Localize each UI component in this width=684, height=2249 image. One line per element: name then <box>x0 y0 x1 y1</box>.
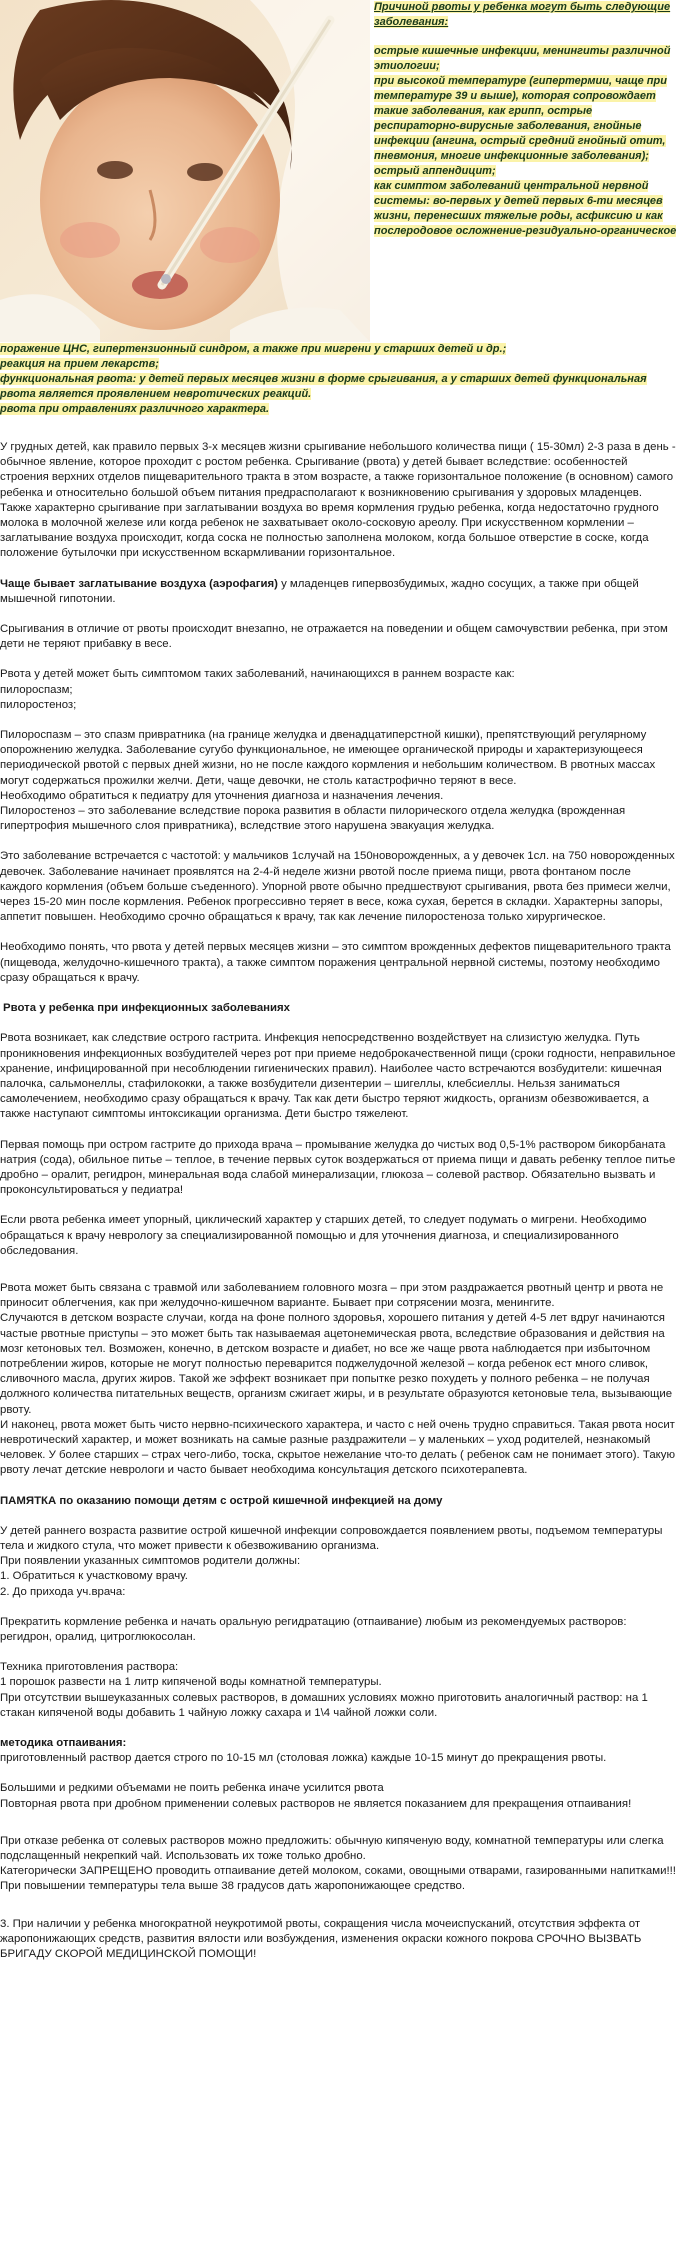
paragraph: Рвота возникает, как следствие острого гастрита. Инфекция непосредственно воздействует на слизистую желудка. Путь проникновения инфекционных возбудителей через рот при приеме недоброкачественной пищи (сроки годности, неправильное хранение, инфицированной при несоблюдении гигиенических правил). Наиболее часто встречаются возбудители: кишечная палочка, сальмонеллы, стафилококки, а также возбудители дизентерии – шигеллы, клебсиеллы. Нельзя заниматься самолечением, необходимо сразу обращаться к врачу. Так как дети быстро теряют жидкость, организм обезвоживается, а также наступают симптомы интоксикации организма. Дети быстро тяжелеют. <box>0 1032 676 1121</box>
section-heading-memo: ПАМЯТКА по оказанию помощи детям с острой кишечной инфекцией на дому <box>0 1494 443 1507</box>
paragraph-text: Случаются в детском возрасте случаи, когда на фоне полного здоровья, хорошего питания у детей 4-5 лет вдруг начинаются частые рвотные приступы – это может быть так называемая ацетонемическая рвота, вследствие образования и действия на мозг кетоновых тел. Возможен, конечно, в детском возрасте и диабет, но все же чаще рвота наблюдается при избыточном потреблении жиров, которые не могут полностью переварится поджелудочной железой – когда ребенок ест много сливок, сливочного масла, других жиров. Такой же эффект возникает при попытке резко похудеть у полного ребенка – не получая должного количества питательных веществ, организм сжигает жиры, и в результате образуются кетоновые тела, вызывающие рвоту. <box>0 1312 673 1416</box>
paragraph <box>0 1834 676 1895</box>
paragraph: Это заболевание встречается с частотой: у мальчиков 1случай на 150новорожденных, а у девочек 1сл. на 750 новорожденных девочек. Заболевание начинает проявлятся на 2-4-й неделе жизни рвотой после приема пищи, рвота фонтаном после каждого кормления (объем больше съеденного). Упорной рвоте обычно предшествуют срыгивания, рвота без примеси желчи, через 15-20 мин после кормления. Ребенок прогрессивно теряет в весе, кожа сухая, берется в складки. Характерны запоры, аппетит повышен. Необходимо срочно обращаться к врачу, так как лечение пилоростеноза только хирургическое. <box>0 850 675 924</box>
list-line: 1. Обратиться к участковому врачу. <box>0 1570 188 1583</box>
section-heading-infections: Рвота у ребенка при инфекционных заболеваниях <box>3 1002 291 1015</box>
paragraph-text: приготовленный раствор дается строго по 10-15 мл (столовая ложка) каждые 10-15 минут до прекращения рвоты. <box>0 1752 607 1765</box>
intro-item-2: при высокой температуре (гипертермии, чаще при температуре 39 и выше), которая сопровождает такие заболевания, как грипп, острые респираторно-вирусные заболевания, гнойные инфекции (ангина, острый средний гнойный отит, пневмония, многие инфекционные заболевания); <box>374 75 667 162</box>
intro-cont-1: поражение ЦНС, гипертензионный синдром, а также при мигрени у старших детей и др.; <box>0 343 507 355</box>
paragraph-text: При отказе ребенка от солевых растворов можно предложить: обычную кипяченую воду, комнатной температуры или слегка подслащенный некрепкий чай. Использовать их тоже только дробно. <box>0 1834 664 1863</box>
paragraph <box>0 728 676 834</box>
paragraph-text: Пилороспазм – это спазм привратника (на границе желудка и двенадцатиперстной кишки), препятствующий регулярному опорожнению желудка. Заболевание сугубо функциональное, не имеющее органической природы и характеризующееся периодической рвотой с первых дней жизни, но не после каждого кормления и небольшим количеством. В рвотных массах могут содержаться прожилки желчи. Дети, чаще девочки, не столь катастрофично теряют в весе. <box>0 729 656 787</box>
paragraph-text: у младенцев гипервозбудимых, жадно сосущих, а также при общей мышечной гипотонии. <box>0 577 639 605</box>
intro-item-1: острые кишечные инфекции, менингиты различной этиологии; <box>374 45 671 72</box>
paragraph: 3. При наличии у ребенка многократной неукротимой рвоты, сокращения числа мочеиспусканий, отсутствия эффекта от жаропонижающих средств, развития вялости или возбуждения, изменения окраски кожного покрова СРОЧНО ВЫЗВАТЬ БРИГАДУ СКОРОЙ МЕДИЦИНСКОЙ ПОМОЩИ! <box>0 1917 642 1961</box>
paragraph-text: Пилоростеноз – это заболевание вследствие порока развития в области пилорического отдела желудка (врожденная гипертрофия мышечного слоя привратника), вследствие этого нарушена эвакуация желудка. <box>0 805 626 833</box>
list-line: пилороспазм; <box>0 683 73 696</box>
intro-title: Причиной рвоты у ребенка могут быть следующие заболевания: <box>374 1 671 28</box>
paragraph-text: Повторная рвота при дробном применении солевых растворов не является показанием для прекращения отпаивания! <box>0 1797 632 1810</box>
paragraph <box>0 1660 676 1721</box>
paragraph-text: Необходимо обратиться к педиатру для уточнения диагноза и назначения лечения. <box>0 789 444 802</box>
intro-cont-2: реакция на прием лекарств; <box>0 358 159 370</box>
paragraph: Первая помощь при остром гастрите до прихода врача – промывание желудка до чистых вод 0,5-1% раствором бикорбаната натрия (сода), обильное питье – теплое, в течение первых суток воздержаться от приема пищи и давать ребенку теплое питье дробно – оралит, регидрон, минеральная вода слабой минерализации, глюкоза – солевой раствор. Обязательно вызвать и проконсультироваться у педиатра! <box>0 1138 676 1197</box>
paragraph-text: Большими и редкими объемами не поить ребенка иначе усилится рвота <box>0 1782 384 1795</box>
intro-item-3: острый аппендицит; <box>374 165 496 177</box>
paragraph-text: Категорически ЗАПРЕЩЕНО проводить отпаивание детей молоком, соками, овощными отварами, газированными напитками!!! <box>0 1865 676 1878</box>
paragraph: Необходимо понять, что рвота у детей первых месяцев жизни – это симптом врожденных дефектов пищеварительного тракта (пищевода, желудочно-кишечного тракта), а также симптом поражения центральной нервной системы, поэтому необходимо сразу обращаться к врачу. <box>0 941 671 984</box>
paragraph: Если рвота ребенка имеет упорный, циклический характер у старших детей, то следует подумать о мигрени. Необходимо обращаться к врачу неврологу за специализированной помощью и для уточнения диагноза, и специализированного обследования. <box>0 1214 647 1257</box>
intro-column <box>374 0 680 239</box>
photo-illustration <box>0 0 370 342</box>
article-body <box>0 440 676 1977</box>
paragraph <box>0 1736 676 1766</box>
paragraph-text: При повышении температуры тела выше 38 градусов дать жаропонижающее средство. <box>0 1880 466 1893</box>
intro-item-4: как симптом заболеваний центральной нервной системы: во-первых у детей первых 6-ти месяцев жизни, перенесших тяжелые роды, асфиксию и как послеродовое осложнение-резидуально-органическое <box>374 180 677 237</box>
paragraph: Прекратить кормление ребенка и начать оральную регидратацию (отпаивание) любым из рекомендуемых растворов: регидрон, оралид, цитроглюкосолан. <box>0 1615 627 1643</box>
paragraph: Срыгивания в отличие от рвоты происходит внезапно, не отражается на поведении и общем самочувствии ребенка, при этом дети не теряют прибавку в весе. <box>0 623 668 651</box>
intro-cont-3: функциональная рвота: у детей первых месяцев жизни в форме срыгивания, а у старших детей функциональная рвота является проявлением невротических реакций. <box>0 373 647 400</box>
paragraph-text: И наконец, рвота может быть чисто нервно-психического характера, и часто с ней очень трудно справиться. Такая рвота носит невротический характер, и может возникать на самые разные раздражители – у маленьких – уход родителей, незнакомый человек. У более старших – страх чего-либо, тоска, скрытое нежелание что-то делать ( ребенок сам не понимает этого). Такую рвоту лечат детские неврологи и часто бывает необходима консультация детского психотерапевта. <box>0 1418 676 1477</box>
paragraph-text: При отсутствии вышеуказанных солевых растворов, в домашних условиях можно приготовить аналогичный раствор: на 1 стакан кипяченой воды добавить 1 чайную ложку сахара и 1\4 чайной ложки соли. <box>0 1691 648 1719</box>
paragraph: Рвота может быть связана с травмой или заболеванием головного мозга – при этом раздражается рвотный центр и рвота не приносит облегчения, как при желудочно-кишечном варианте. Бывает при сотрясении мозга, менингите. <box>0 1281 664 1310</box>
aerophagia-term: Чаще бывает заглатывание воздуха (аэрофагия) <box>0 577 278 590</box>
paragraph-text: Рвота у детей может быть симптомом таких заболеваний, начинающихся в раннем возрасте как: <box>0 668 515 681</box>
child-thermometer-photo <box>0 0 370 342</box>
paragraph <box>0 1311 676 1478</box>
intro-continuation <box>0 342 680 417</box>
paragraph <box>0 577 676 607</box>
paragraph <box>0 1524 676 1600</box>
paragraph-text: При появлении указанных симптомов родители должны: <box>0 1555 301 1568</box>
list-line: пилоростеноз; <box>0 698 77 711</box>
paragraph <box>0 667 676 713</box>
paragraph-text: У детей раннего возраста развитие острой кишечной инфекции сопровождается появлением рвоты, подъемом температуры тела и жидкого стула, что может привести к обезвоживанию организма. <box>0 1524 663 1552</box>
paragraph: У грудных детей, как правило первых 3-х месяцев жизни срыгивание небольшого количества пищи ( 15-30мл) 2-3 раза в день - обычное явление, которое проходит с ростом ребенка. Срыгивание (рвота) у детей бывает вследствие: особенностей строения верхних отделов пищеварительного тракта в этом возрасте, а также горизонтальное положение (в основном) самого ребенка и относительно большой объем питания предрасполагают к возникновению срыгивания у здоровых младенцев. Также характерно срыгивание при заглатывании воздуха во время кормления грудью ребенка, когда недостаточно грудного молока в молочной железе или когда ребенок не захватывает около-сосковую ареолу. При искусственном кормлении – заглатывание воздуха происходит, когда соска не полностью заполнена молоком, когда большое отверстие в соске, когда положение бутылочки при искусственном вскармливании горизонтальное. <box>0 441 676 560</box>
intro-cont-4: рвота при отравлениях различного характера. <box>0 403 270 415</box>
paragraph-text: Техника приготовления раствора: <box>0 1661 179 1674</box>
list-line: 2. До прихода уч.врача: <box>0 1585 126 1598</box>
method-heading: методика отпаивания: <box>0 1737 127 1750</box>
paragraph <box>0 1781 676 1811</box>
paragraph-text: 1 порошок развести на 1 литр кипяченой воды комнатной температуры. <box>0 1676 382 1689</box>
